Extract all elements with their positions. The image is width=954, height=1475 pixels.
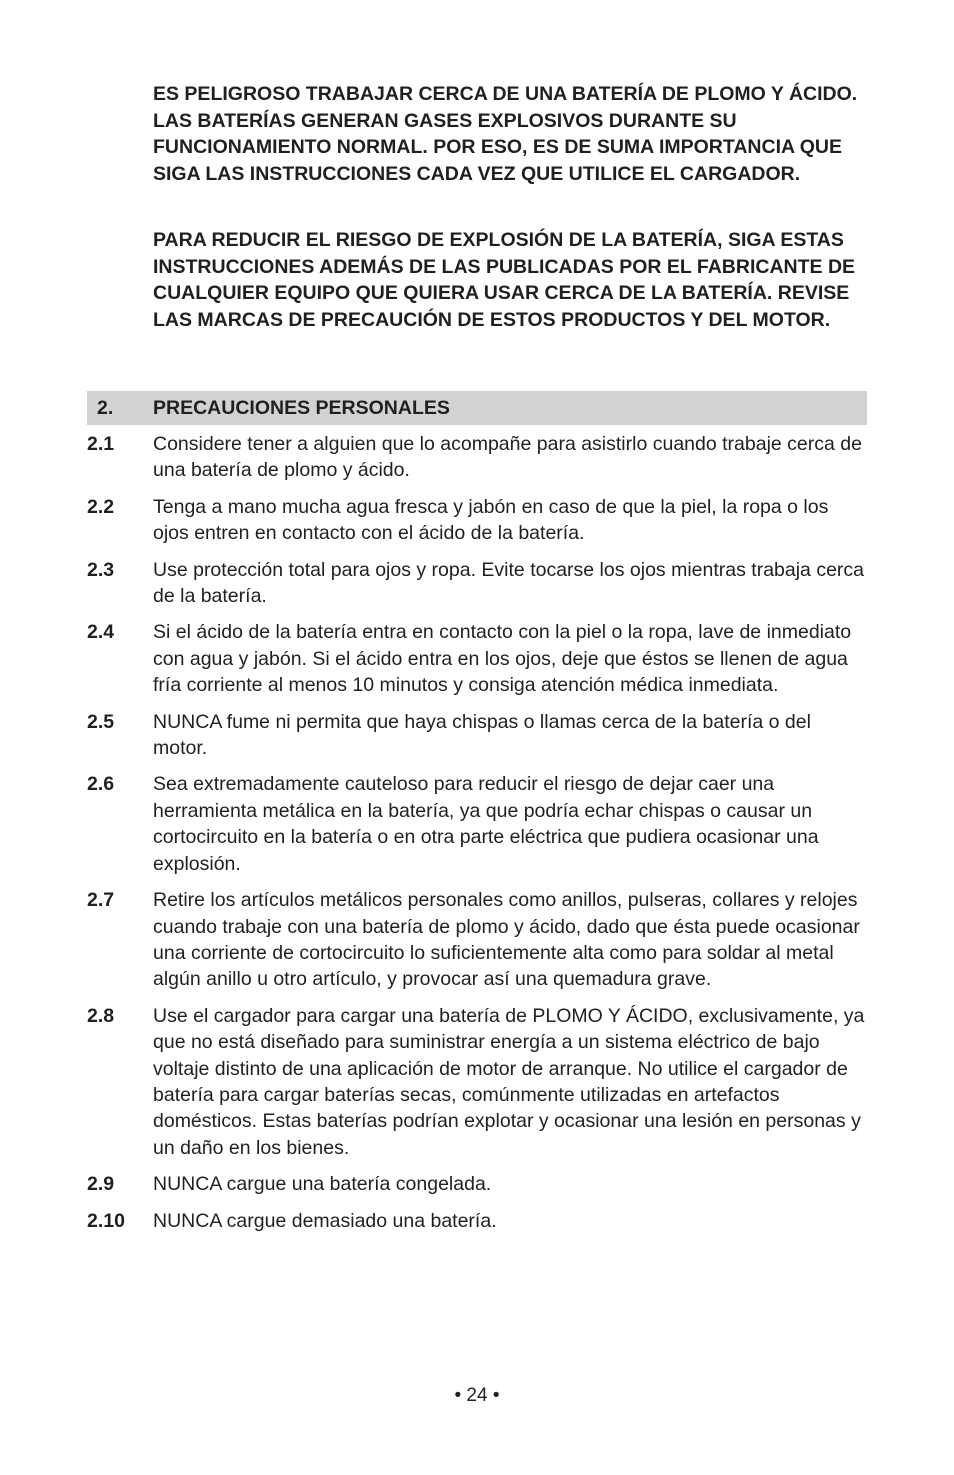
item-number: 2.5 bbox=[87, 710, 115, 733]
item-number: 2.1 bbox=[87, 433, 115, 455]
page-number: • 24 • bbox=[454, 1385, 500, 1406]
list-item bbox=[87, 771, 867, 877]
item-text: Si el ácido de la batería entra en contacto con la piel o la ropa, lave de inmediato con agua y jabón. Si el ácido entra en los ojos, deje que éstos se llenen de agua fría corriente al menos 10 minutos y consiga atención médica inmediata. bbox=[153, 621, 852, 697]
section-title: PRECAUCIONES PERSONALES bbox=[153, 397, 450, 419]
list-item bbox=[87, 887, 867, 993]
precautions-list bbox=[87, 431, 867, 1244]
item-number: 2.2 bbox=[87, 495, 115, 518]
list-item bbox=[87, 1003, 867, 1161]
item-number: 2.8 bbox=[87, 1004, 115, 1027]
item-text: Retire los artículos metálicos personales como anillos, pulseras, collares y relojes cuando trabaje con una batería de plomo y ácido, dado que ésta puede ocasionar una corriente de cortocircuito lo suficientemente alta como para soldar al metal algún anillo u otro artículo, y provocar así una quemadura grave. bbox=[153, 889, 860, 991]
item-text: NUNCA cargue demasiado una batería. bbox=[153, 1209, 497, 1232]
item-number: 2.7 bbox=[87, 889, 115, 912]
item-text: Sea extremadamente cauteloso para reducir el riesgo de dejar caer una herramienta metálica en la batería, ya que podría echar chispas o causar un cortocircuito en la batería o en otra parte eléctrica que pudiera ocasionar una explosión. bbox=[153, 773, 819, 875]
section-header bbox=[87, 391, 867, 425]
list-item bbox=[87, 557, 867, 610]
item-number: 2.6 bbox=[87, 773, 115, 796]
warning-paragraph-2: PARA REDUCIR EL RIESGO DE EXPLOSIÓN DE LA BATERÍA, SIGA ESTAS INSTRUCCIONES ADEMÁS DE LAS PUBLICADAS POR EL FABRICANTE DE CUALQUIER EQUIPO QUE QUIERA USAR CERCA DE LA BATERÍA. REVISE LAS MARCAS DE PRECAUCIÓN DE ESTOS PRODUCTOS Y DEL MOTOR. bbox=[153, 229, 856, 331]
item-text: Considere tener a alguien que lo acompañe para asistirlo cuando trabaje cerca de una batería de plomo y ácido. bbox=[153, 433, 862, 482]
item-number: 2.10 bbox=[87, 1209, 125, 1232]
item-text: NUNCA cargue una batería congelada. bbox=[153, 1173, 492, 1196]
warning-paragraph-1: ES PELIGROSO TRABAJAR CERCA DE UNA BATERÍA DE PLOMO Y ÁCIDO. LAS BATERÍAS GENERAN GASES EXPLOSIVOS DURANTE SU FUNCIONAMIENTO NORMAL. POR ESO, ES DE SUMA IMPORTANCIA QUE SIGA LAS INSTRUCCIONES CADA VEZ QUE UTILICE EL CARGADOR. bbox=[153, 83, 858, 185]
item-number: 2.4 bbox=[87, 621, 115, 644]
list-item bbox=[87, 1208, 867, 1234]
item-number: 2.3 bbox=[87, 558, 115, 581]
item-text: Tenga a mano mucha agua fresca y jabón en caso de que la piel, la ropa o los ojos entren en contacto con el ácido de la batería. bbox=[153, 495, 829, 545]
list-item bbox=[87, 709, 867, 762]
item-text: NUNCA fume ni permita que haya chispas o llamas cerca de la batería o del motor. bbox=[153, 710, 811, 760]
section-number: 2. bbox=[97, 397, 114, 419]
list-item bbox=[87, 1171, 867, 1197]
list-item bbox=[87, 431, 867, 484]
list-item bbox=[87, 619, 867, 698]
item-text: Use protección total para ojos y ropa. Evite tocarse los ojos mientras trabaja cerca de la batería. bbox=[153, 558, 865, 608]
list-item bbox=[87, 494, 867, 547]
item-text: Use el cargador para cargar una batería de PLOMO Y ÁCIDO, exclusivamente, ya que no está diseñado para suministrar energía a un sistema eléctrico de bajo voltaje distinto de una aplicación de motor de arranque. No utilice el cargador de batería para cargar baterías secas, comúnmente utilizadas en artefactos domésticos. Estas baterías podrían explotar y ocasionar una lesión en personas y un daño en los bienes. bbox=[153, 1004, 865, 1159]
item-number: 2.9 bbox=[87, 1173, 115, 1196]
